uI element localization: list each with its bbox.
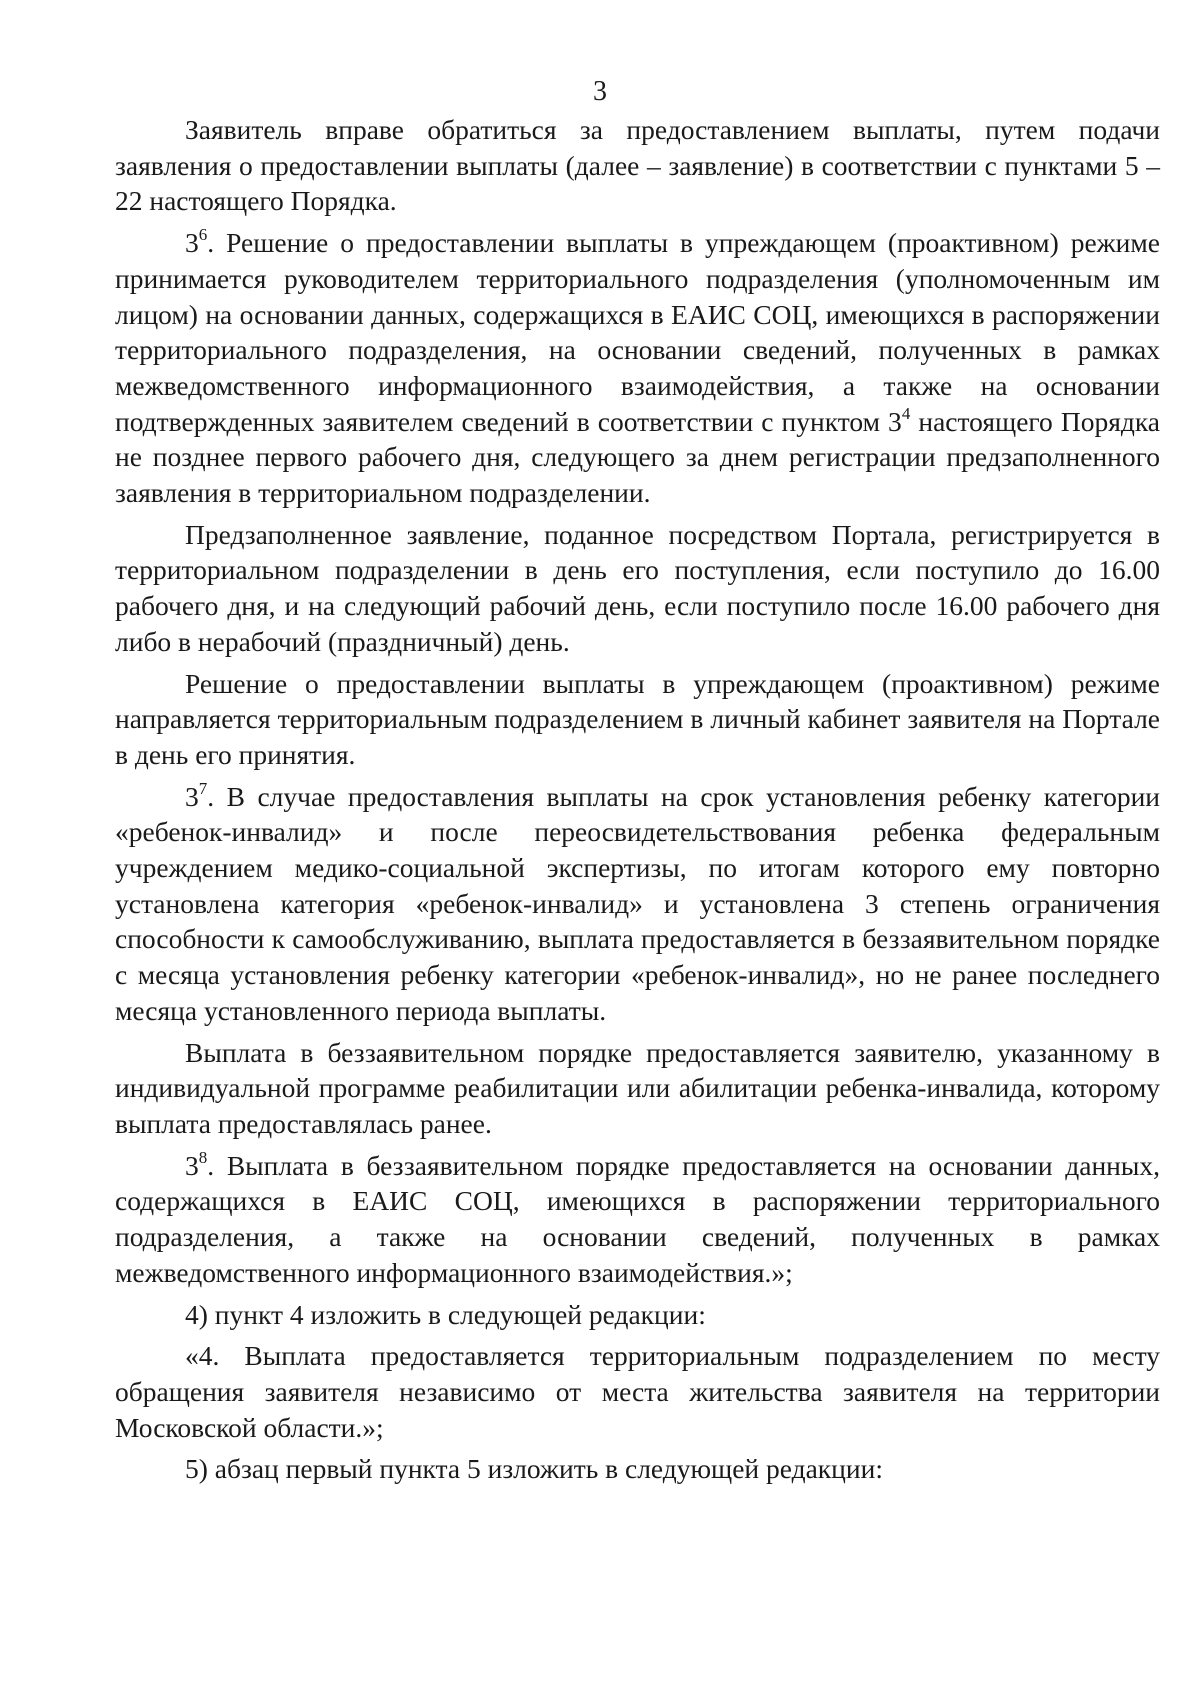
clause-number: 3 <box>185 1149 199 1181</box>
clause-text: . Решение о предоставлении выплаты в упреждающем (проактивном) режиме принимается руководителем территориального подразделения (уполномоченным им лицом) на основании данных, содержащихся в ЕАИС СОЦ, имеющихся в распоряжении территориального подразделения, на основании сведений, полученных в рамках межведомственного информационного взаимодействия, а также на основании подтвержденных заявителем сведений в соответствии с пунктом 3 <box>115 227 1160 437</box>
clause-text: . Выплата в беззаявительном порядке предоставляется на основании данных, содержащихся в ЕАИС СОЦ, имеющихся в распоряжении территориального подразделения, а также на основании сведений, полученных в рамках межведомственного информационного взаимодействия.»; <box>115 1149 1160 1288</box>
paragraph-clause-3-8 <box>115 1148 1160 1291</box>
paragraph-item-4: 4) пункт 4 изложить в следующей редакции: <box>185 1298 706 1330</box>
paragraph-item-5: 5) абзац первый пункта 5 изложить в следующей редакции: <box>185 1453 883 1485</box>
clause-text-continued: настоящего Порядка не позднее первого рабочего дня, следующего за днем регистрации предзаполненного заявления в территориальном подразделении. <box>115 405 1160 509</box>
clause-number: 3 <box>185 227 199 259</box>
clause-number: 3 <box>185 780 199 812</box>
paragraph-payment-recipient: Выплата в беззаявительном порядке предоставляется заявителю, указанному в индивидуальной программе реабилитации или абилитации ребенка-инвалида, которому выплата предоставлялась ранее. <box>115 1036 1160 1139</box>
paragraph-registration: Предзаполненное заявление, поданное посредством Портала, регистрируется в территориальном подразделении в день его поступления, если поступило до 16.00 рабочего дня, и на следующий рабочий день, если поступило после 16.00 рабочего дня либо в нерабочий (праздничный) день. <box>115 518 1160 657</box>
clause-superscript: 6 <box>198 225 208 245</box>
paragraph-application-right: Заявитель вправе обратиться за предоставлением выплаты, путем подачи заявления о предоставлении выплаты (далее – заявление) в соответствии с пунктами 5 – 22 настоящего Порядка. <box>115 114 1160 217</box>
paragraph-clause-3-6 <box>115 225 1160 511</box>
clause-text: . В случае предоставления выплаты на срок установления ребенку категории «ребенок-инвалид» и после переосвидетельствования ребенка федеральным учреждением медико-социальной экспертизы, по итогам которого ему повторно установлена категория «ребенок-инвалид» и установлена 3 степень ограничения способности к самообслуживанию, выплата предоставляется в беззаявительном порядке с месяца установления ребенку категории «ребенок-инвалид», но не ранее последнего месяца установленного периода выплаты. <box>115 780 1160 1026</box>
paragraph-clause-4: «4. Выплата предоставляется территориальным подразделением по месту обращения заявителя независимо от места жительства заявителя на территории Московской области.»; <box>115 1340 1160 1443</box>
clause-superscript: 8 <box>198 1147 208 1167</box>
clause-superscript: 7 <box>198 778 208 798</box>
paragraph-decision-sent: Решение о предоставлении выплаты в упреждающем (проактивном) режиме направляется территориальным подразделением в личный кабинет заявителя на Портале в день его принятия. <box>115 667 1160 770</box>
page-number: 3 <box>593 76 607 107</box>
paragraph-clause-3-7 <box>115 779 1160 1029</box>
document-body <box>115 112 1160 1487</box>
reference-superscript: 4 <box>901 403 911 423</box>
